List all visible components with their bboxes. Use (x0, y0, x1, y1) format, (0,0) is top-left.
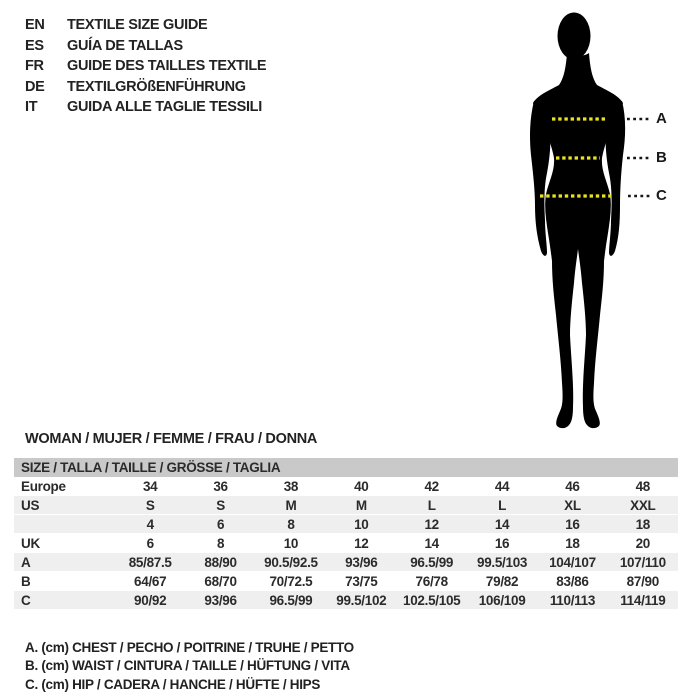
language-row (25, 15, 266, 36)
size-table (14, 458, 678, 610)
size-cell: 12 (424, 517, 439, 532)
woman-silhouette-figure (500, 5, 700, 430)
row-label (14, 515, 115, 534)
size-cell: 34 (142, 479, 158, 494)
size-cell: S (216, 498, 225, 513)
size-cell: 8 (287, 517, 295, 532)
language-code: FR (25, 58, 44, 75)
size-cell: 79/82 (485, 574, 519, 589)
language-code: IT (25, 99, 38, 116)
size-cell: 93/96 (345, 555, 378, 570)
table-row (14, 496, 678, 515)
size-cell: M (285, 498, 297, 513)
language-label: GUIDA ALLE TAGLIE TESSILI (67, 99, 262, 116)
marker-label-hip: C (656, 187, 667, 204)
size-cell: 70/72.5 (269, 574, 313, 589)
size-cell: 16 (494, 536, 510, 551)
language-code: EN (25, 17, 45, 33)
size-cell: 46 (565, 479, 580, 494)
size-cell: 6 (216, 517, 225, 532)
size-cell: L (498, 498, 507, 513)
size-cell: 107/110 (619, 555, 666, 570)
legend-item: C. (cm) HIP / CADERA / HANCHE / HÜFTE / HIPS (25, 676, 321, 692)
row-label: US (21, 498, 40, 513)
language-row (25, 56, 266, 77)
size-cell: 76/78 (415, 574, 448, 589)
size-cell: 64/67 (134, 574, 167, 589)
size-cell: 44 (494, 479, 510, 494)
language-code: DE (25, 78, 45, 95)
silhouette-head (558, 13, 591, 60)
table-row (14, 534, 678, 553)
language-row (25, 97, 266, 118)
language-code: ES (25, 37, 44, 54)
size-cell: 90.5/92.5 (264, 555, 318, 570)
legend-item: B. (cm) WAIST / CINTURA / TAILLE / HÜFTUNG / VITA (25, 658, 350, 674)
row-label: Europe (21, 479, 66, 494)
size-cell: 96.5/99 (269, 593, 313, 608)
table-row (14, 591, 678, 610)
table-row (14, 477, 678, 496)
measurement-legend (25, 639, 354, 694)
table-row (14, 553, 678, 572)
table-row (14, 515, 678, 534)
size-cell: 83/86 (556, 574, 589, 589)
size-cell: 88/90 (204, 555, 237, 570)
silhouette-left-arm (530, 101, 550, 256)
marker-label-waist: B (656, 149, 667, 166)
size-cell: 102.5/105 (403, 593, 461, 608)
size-cell: 10 (283, 536, 299, 551)
silhouette-body (533, 53, 623, 428)
size-cell: 90/92 (134, 593, 167, 608)
size-cell: 38 (283, 479, 299, 494)
row-label: C (21, 593, 31, 608)
size-cell: 20 (635, 536, 651, 551)
size-cell: XL (564, 498, 581, 513)
size-cell: 87/90 (626, 574, 659, 589)
language-row (25, 36, 266, 57)
size-cell: 42 (424, 479, 439, 494)
size-cell: 99.5/103 (476, 555, 528, 570)
size-cell: 18 (565, 536, 580, 551)
silhouette-right-arm (606, 101, 626, 256)
row-label: UK (21, 536, 40, 551)
language-label: TEXTILGRÖßENFÜHRUNG (67, 78, 246, 95)
size-cell: 73/75 (345, 574, 378, 589)
size-cell: 106/109 (478, 593, 526, 608)
language-label: GUÍA DE TALLAS (67, 37, 183, 54)
size-cell: 8 (216, 536, 225, 551)
row-label: B (21, 574, 31, 589)
size-cell: XXL (630, 498, 656, 513)
size-table-body (14, 477, 678, 610)
size-cell: 114/119 (620, 593, 666, 608)
size-cell: 4 (146, 517, 154, 532)
size-cell: 96.5/99 (410, 555, 454, 570)
marker-label-chest: A (656, 110, 667, 127)
size-cell: 12 (354, 536, 369, 551)
size-cell: 14 (424, 536, 439, 551)
size-table-header: SIZE / TALLA / TAILLE / GRÖSSE / TAGLIA (14, 458, 678, 477)
language-label: TEXTILE SIZE GUIDE (67, 17, 208, 33)
size-cell: 6 (146, 536, 154, 551)
size-cell: M (355, 498, 367, 513)
row-label: A (21, 555, 31, 570)
size-cell: 18 (635, 517, 651, 532)
language-list (25, 15, 266, 118)
size-cell: 110/113 (549, 593, 596, 608)
table-row (14, 572, 678, 591)
size-cell: 40 (354, 479, 369, 494)
size-cell: 10 (354, 517, 369, 532)
size-cell: 99.5/102 (336, 593, 387, 608)
size-cell: S (145, 498, 155, 513)
size-cell: 68/70 (204, 574, 237, 589)
section-title: WOMAN / MUJER / FEMME / FRAU / DONNA (25, 431, 318, 447)
size-cell: 104/107 (549, 555, 596, 570)
size-cell: 36 (213, 479, 228, 494)
language-label: GUIDE DES TAILLES TEXTILE (67, 58, 267, 75)
size-cell: 93/96 (204, 593, 237, 608)
language-row (25, 77, 266, 98)
legend-item: A. (cm) CHEST / PECHO / POITRINE / TRUHE / PETTO (25, 640, 354, 655)
size-cell: 48 (635, 479, 651, 494)
size-cell: 14 (494, 517, 510, 532)
size-cell: L (427, 498, 436, 513)
size-cell: 85/87.5 (128, 555, 172, 570)
size-cell: 16 (565, 517, 580, 532)
